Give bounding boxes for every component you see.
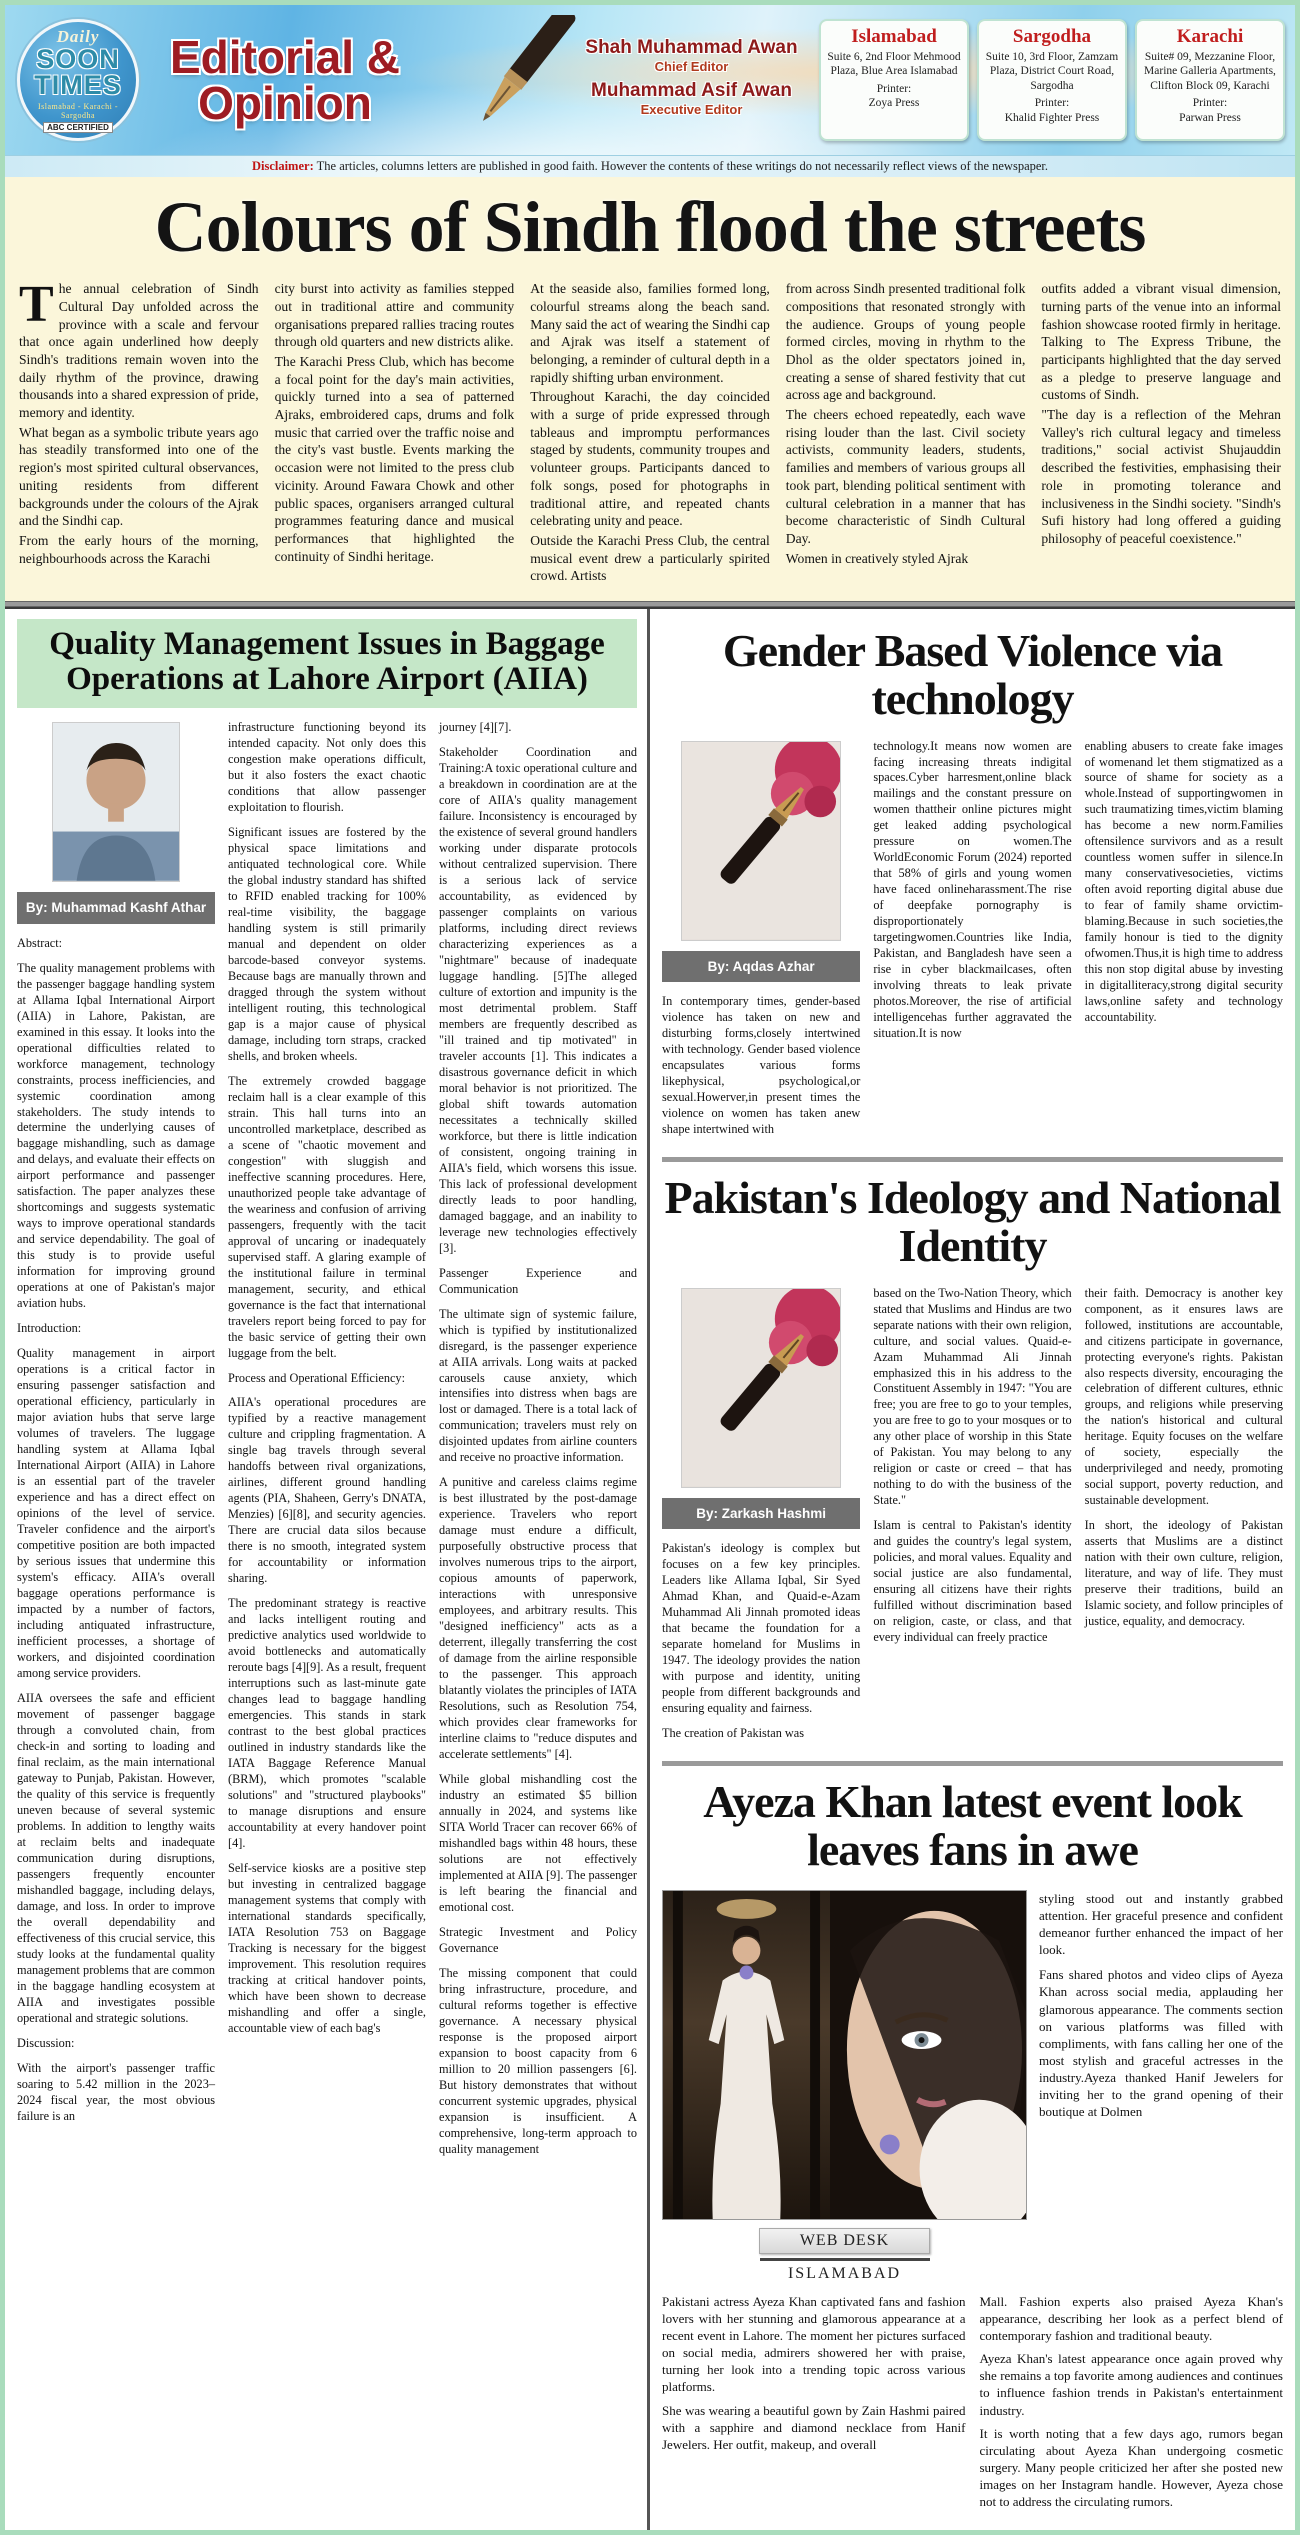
paragraph: A punitive and careless claims regime is best illustrated by the post-damage experience. Travelers who report damage must endure a difficult, purposefully obstructive process that involves numerous trips to the airport, copious amounts of paperwork, interactions with unresponsive employees, and arbitrary results. This "designed inefficiency" acts as a deterrent, illegally transferring the cost of damage from the airline responsible to the passenger. This approach blatantly violates the principles of IATA Resolutions, such as Resolution 754, which provides clear frameworks for interline claims to "reduce disputes and accelerate settlements" [4]. — [439, 1475, 637, 1762]
logo-daily-text: Daily — [56, 27, 100, 47]
paragraph: Abstract: — [17, 935, 63, 950]
gbv-article — [662, 624, 1283, 1147]
ideology-title: Pakistan's Ideology and National Identity — [664, 1171, 1281, 1271]
disclaimer-label: Disclaimer: — [251, 159, 314, 173]
paragraph: Passenger Experience and Communication — [439, 1265, 637, 1296]
paragraph: Throughout Karachi, the day coincided with a surge of pride expressed through tableaus and impromptu performances staged by students, community troupes and volunteer groups. Participants danced to folk songs, posed for photographs in traditional attire, and repeated chants celebrating unity and peace. — [530, 389, 770, 529]
office-boxes — [819, 19, 1285, 141]
baggage-col-3 — [439, 720, 637, 2167]
masthead — [5, 5, 1295, 155]
fountain-pen-illustration — [425, 15, 564, 145]
gbv-title: Gender Based Violence via technology — [722, 624, 1223, 724]
ayeza-event-photo — [662, 1890, 1027, 2220]
white-gown-figure — [663, 1891, 830, 2219]
gbv-columns — [662, 739, 1283, 1147]
paragraph: The predominant strategy is reactive and lacks intelligent routing and predictive analytics used worldwide to avoid bottlenecks and automatically reroute bags [4][9]. As a result, frequent interruptions such as last-minute gate changes lead to baggage handling emergencies. This stands in stark contrast to the best global practices outlined in industry standards like the IATA Baggage Reference Manual (BRM), which promotes "scalable solutions" and "structured playbooks" to manage disruptions and ensure accountability at every handover point [4]. — [228, 1596, 426, 1851]
baggage-byline: By: Muhammad Kashf Athar — [17, 892, 215, 924]
paragraph: Quality management in airport operations is a critical factor in ensuring passenger satisfaction and operational efficiency, particularly in major aviation hubs that serve large volumes of travelers. The luggage handling system at Allama Iqbal International Airport (AIIA) in Lahore is an essential part of the traveler experience and has a direct effect on opinions of the level of service. Traveler confidence and the airport's competitive position are both impacted by serious issues that undermine this system's efficacy. AIIA's overall baggage operations performance is impacted by a number of factors, including antiquated infrastructure, inefficient processes, a shortage of workers, and disjointed coordination among service providers. — [17, 1346, 215, 1680]
paragraph: Women in creatively styled Ajrak — [785, 550, 969, 566]
office-box-karachi — [1135, 19, 1285, 141]
gbv-col1-text — [662, 994, 860, 1138]
office-address: Suite# 09, Mezzanine Floor, Marine Galleria Apartments, Clifton Block 09, Karachi — [1144, 51, 1276, 92]
right-articles — [650, 609, 1295, 2531]
paragraph: "The day is a reflection of the Mehran Valley's rich cultural legacy and timeless traditions," social activist Shujauddin described the festivities, emphasising their role in promoting tolerance and inclusiveness in the Sindhi society. "Sindh's Sufi history had long offered a guiding philosophy of peaceful coexistence." — [1041, 407, 1281, 546]
office-box-islamabad — [819, 19, 969, 141]
paragraph: Ayeza Khan's latest appearance once again proved why she remains a top favorite among audiences and continues to influence fashion trends in Pakistan's entertainment industry. — [979, 2351, 1283, 2418]
gbv-byline: By: Aqdas Azhar — [662, 951, 860, 983]
chief-editor-role: Chief Editor — [654, 59, 729, 74]
ideology-col-2 — [873, 1286, 1071, 1751]
pen-flower-photo — [681, 1288, 841, 1488]
paragraph: The creation of Pakistan was — [662, 1725, 805, 1740]
baggage-article — [5, 609, 650, 2531]
paragraph: Introduction: — [17, 1321, 82, 1336]
gbv-col-2 — [873, 739, 1071, 1147]
printer-name: Parwan Press — [1179, 111, 1241, 124]
ideology-col-3 — [1085, 1286, 1283, 1751]
office-city: Karachi — [1176, 26, 1244, 47]
executive-editor-name: Muhammad Asif Awan — [591, 80, 792, 101]
paragraph: While global mishandling cost the industry an estimated $5 billion annually in 2024, and systems like SITA World Tracer can recover 66% of mishandled bags within 48 hours, these solutions are not effectively implemented at AIIA [9]. The passenger is left bearing the financial and emotional cost. — [439, 1772, 637, 1914]
paragraph: Strategic Investment and Policy Governance — [439, 1924, 637, 1955]
article-divider — [662, 1761, 1283, 1766]
office-city: Islamabad — [851, 26, 937, 47]
webdesk-block — [662, 2228, 1027, 2283]
paragraph: It is worth noting that a few days ago, rumors began circulating about Ayeza Khan undergoing cosmetic surgery. Many people criticized her after she posted new images on her Instagram handle. However, Ayeza chose not to address the circulating rumors. — [979, 2425, 1283, 2510]
lead-column-4 — [786, 280, 1026, 586]
ayeza-closeup-photo — [830, 1891, 1026, 2219]
paragraph: city burst into activity as families stepped out in traditional attire and community organisations prepared rallies tracing routes through old quarters and new districts alike. — [274, 281, 515, 350]
logo-soon-text: SOON — [36, 44, 120, 75]
paragraph: infrastructure functioning beyond its intended capacity. Not only does this congestion make operations difficult, but it also fosters the exact chaotic conditions that allow passenger exploitation to flourish. — [228, 720, 426, 815]
paragraph: From the early hours of the morning, neighbourhoods across the Karachi — [19, 532, 259, 566]
gbv-col-3 — [1085, 739, 1283, 1147]
paragraph: Islam is central to Pakistan's identity and guides the country's legal system, policies, and moral values. Equality and social justice are also fundamental, ensuring all citizens have their rights fulfilled without discrimination based on religion, caste, or class, and that every individual can freely practice — [873, 1518, 1072, 1645]
pen-flower-photo — [681, 741, 841, 941]
printer-name: Khalid Fighter Press — [1004, 111, 1100, 124]
paragraph: Process and Operational Efficiency: — [228, 1370, 405, 1385]
closeup-face — [830, 1891, 1026, 2219]
editors-block — [574, 37, 809, 123]
paragraph: At the seaside also, families formed long, colourful streams along the beach sand. Many said the act of wearing the Sindhi cap and Ajrak was itself a statement of belonging, a reminder of cultural depth in a rapidly shifting urban environment. — [530, 281, 770, 385]
paragraph: The missing component that could bring infrastructure, procedure, and cultural reforms together is effective governance. A necessary physical response is the proposed airport expansion to boost capacity from 6 million to 20 million passengers [6]. But history demonstrates that without concurrent systemic upgrades, physical expansion is insufficient. A comprehensive, long-term approach to quality management — [439, 1965, 637, 2156]
section-title-line2: Opinion — [198, 77, 372, 129]
paragraph: enabling abusers to create fake images of womenand let them stigmatized as a source of shame for society as a whole.Instead of supportingwomen in such traumatizing times,victim blaming has become a new norm.Families oftensilence survivors and as a result countless women suffer in silence.In many conservativesocieties, victims often avoid reporting digital abuse due to fear of family shame orvictim-blaming.Because in such societies,the family honour is tied to the dignity ofwomen.Thus,it is high time to address this non stop digital abuse by investing in digitalliteracy,strong digital security laws,online safety and technology accountability. — [1084, 738, 1283, 1025]
web-desk-badge: WEB DESK — [759, 2228, 930, 2254]
section-title-line1: Editorial & — [169, 31, 401, 83]
lead-column-1 — [19, 276, 259, 586]
lead-column-3 — [530, 280, 770, 586]
ideology-columns — [662, 1286, 1283, 1751]
webdesk-city: ISLAMABAD — [787, 2264, 902, 2282]
paragraph: The Karachi Press Club, which has become a focal point for the day's main activities, quickly turned into a sea of patterned Ajraks, embroidered caps, drums and folk music that carried over the traffic noise and the city's vast bustle. Events marking the occasion were not limited to the press club vicinity. Around Fawara Chowk and other public spaces, organisers arranged cultural programmes featuring dance and musical performances that highlighted the continuity of Sindhi heritage. — [274, 354, 515, 564]
baggage-col-1 — [17, 720, 215, 2167]
paragraph: In contemporary times, gender-based violence has taken on new and disturbing forms,closely intertwined with technology. Gender based violence encapsulates various forms likephysical, psychological,or sexual.Howerver,in present times the violence on women has taken anew shape intertwined with — [662, 994, 861, 1136]
paragraph: styling stood out and instantly grabbed attention. Her graceful presence and confident demeanor further enhanced the impact of her look. — [1039, 1890, 1283, 1958]
paragraph: based on the Two-Nation Theory, which stated that Muslims and Hindus are two separate nations with their own religion, culture, and social values. Quaid-e-Azam Muhammad Ali Jinnah emphasized this in his address to the Constituent Assembly in 1947: "You are free; you are free to go to your temples, you are free to go to your mosques or to any other place of worship in this State of Pakistan. You may belong to any religion or caste or creed – that has nothing to do with the business of the State." — [873, 1285, 1072, 1508]
baggage-article-title: Quality Management Issues in Baggage Operations at Lahore Airport (AIIA) — [17, 619, 637, 708]
ayeza-top-row — [662, 1890, 1283, 2283]
lead-article — [5, 177, 1295, 601]
pen-icon — [435, 15, 605, 145]
lead-headline: Colours of Sindh flood the streets — [154, 187, 1146, 267]
printer-name: Zoya Press — [868, 97, 920, 110]
paragraph: Significant issues are fostered by the physical space limitations and antiquated technological core. While the global industry standard has shifted to RFID enabled tracking for 100% real-time visibility, the baggage handling system is still primarily manual and dependent on older barcode-based conveyor systems. Because bags are manually thrown and dragged through the system without intelligent routing, this technological gap is a major cause of physical damage, including torn straps, cracked shells, and broken wheels. — [228, 825, 426, 1063]
article-divider — [662, 1157, 1283, 1162]
logo-globe-icon — [17, 19, 139, 141]
printer-label: Printer: — [876, 82, 912, 95]
paragraph: The cheers echoed repeatedly, each wave rising louder than the last. Civil society activists, community leaders, students, families and members of various groups all took part, blending political sentiment with cultural celebration in a manner that has become characteristic of Sindh Cultural Day. — [785, 407, 1026, 546]
lead-columns — [19, 276, 1281, 586]
ayeza-bottom-row — [662, 2293, 1283, 2517]
logo-times-text: TIMES — [34, 70, 122, 100]
section-title — [155, 31, 415, 129]
executive-editor-role: Executive Editor — [640, 102, 743, 117]
lead-column-2 — [275, 280, 515, 586]
paragraph: outfits added a vibrant visual dimension, turning parts of the venue into an informal fashion showcase rooted firmly in heritage. Talking to The Express Tribune, the participants highlighted that the day served as a pledge to preserve language and customs of Sindh. — [1041, 281, 1281, 403]
paragraph: The quality management problems with the passenger baggage handling system at Allama Iqbal International Airport (AIIA) in Lahore, Pakistan, are examined in this essay. It looks into the operational difficulties related to workforce management, technology constraints, process inefficiencies, and systemic coordination among stakeholders. The study intends to determine the underlying causes of baggage mishandling, such as damage and delays, and evaluate their effects on airport performance and passenger satisfaction. The paper analyzes these shortcomings and suggests systematic ways to improve operational standards and service dependability. The goal of this study is to provide useful information for improving ground operations at one of Pakistan's major aviation hubs. — [17, 960, 215, 1311]
author-photo — [52, 722, 180, 882]
ayeza-fullbody-photo — [663, 1891, 830, 2219]
paragraph: Stakeholder Coordination and Training:A toxic operational culture and a breakdown in coordination are at the core of AIIA's quality management failure. Inconsistency is encouraged by the existence of several ground handlers working under disparate protocols without centralized supervision. There is a serious lack of service accountability, as evidenced by passenger complaints on various platforms, including direct reviews characterizing experiences as a "nightmare" because of inadequate luggage handling. [5]The alleged culture of extortion and impunity is the most detrimental problem. Staff members are frequently described as "ill trained and tip motivated" in traveler accounts [1]. This indicates a disastrous governance deficit in which moral behavior is not prioritized. The global shift towards automation necessitates a technically skilled workforce, but there is little indication of consistent, ongoing training in AIIA's field, which worsens this issue. This lack of professional development directly leads to poor handling, damaged baggage, and an inability to leverage new technologies effectively [3]. — [439, 745, 637, 1255]
ideology-col1-text — [662, 1541, 860, 1742]
printer-label: Printer: — [1192, 97, 1228, 110]
disclaimer-text: The articles, columns letters are published in good faith. However the contents of these writings do not necessarily reflect views of the newspaper. — [316, 159, 1049, 173]
office-box-sargodha — [977, 19, 1127, 141]
paragraph: Outside the Karachi Press Club, the central musical event drew a particularly spirited crowd. Artists — [530, 532, 770, 584]
chief-editor-name: Shah Muhammad Awan — [585, 37, 798, 58]
ayeza-side-column — [1039, 1890, 1283, 2283]
paragraph: In short, the ideology of Pakistan asserts that Muslims are a distinct nation with their own culture, religion, literature, and way of life. They must preserve their traditions, build an Islamic society, and follow principles of justice, equality, and democracy. — [1084, 1518, 1283, 1629]
ayeza-bottom-right — [980, 2293, 1284, 2517]
office-address: Suite 6, 2nd Floor Mehmood Plaza, Blue Area Islamabad — [827, 51, 961, 78]
paragraph: What began as a symbolic tribute years ago has steadily transformed into one of the region's most spirited cultural observances, uniting residents from different backgrounds under the colours of the Ajrak and the Sindhi cap. — [19, 424, 259, 529]
paragraph: Fans shared photos and video clips of Ayeza Khan across social media, applauding her glamorous appearance. The comments section on various platforms was filled with compliments, with fans calling her one of the most stylish and graceful actresses in the industry.Ayeza thanked Hanif Jewelers for inviting her to the grand opening of their boutique at Dolmen — [1039, 1967, 1283, 2120]
baggage-col1-text — [17, 936, 215, 2125]
ideology-article — [662, 1171, 1283, 1751]
ayeza-photo-block — [662, 1890, 1027, 2283]
office-city: Sargodha — [1012, 26, 1092, 47]
paragraph: Pakistani actress Ayeza Khan captivated fans and fashion lovers with her stunning and glamorous appearance at a recent event in Lahore. The moment her pictures surfaced on social media, admirers showered her with praise, turning her look into a trending topic across various platforms. — [662, 2293, 966, 2395]
newspaper-logo — [17, 19, 145, 141]
paragraph: from across Sindh presented traditional folk compositions that resonated strongly with the audience. Groups of young people formed circles, moving in rhythm to the Dhol as the older spectators joined in, creating a sense of shared festivity that cut across age and background. — [785, 281, 1026, 403]
paragraph: journey [4][7]. — [439, 720, 512, 735]
baggage-article-columns — [17, 720, 637, 2167]
baggage-col-2 — [228, 720, 426, 2167]
paragraph: Self-service kiosks are a positive step but investing in centralized baggage management systems that comply with international standards specifically, IATA Resolution 753 on Baggage Tracking is necessary for the biggest improvement. This resolution requires tracking at critical handover points, which have been shown to decrease mishandling and offer a single, accountable view of each bag's — [228, 1861, 426, 2035]
paragraph: The ultimate sign of systemic failure, which is typified by institutionalized disregard, is the passenger experience at AIIA arrivals. Long waits at packed carousels cause anxiety, which intensifies into distress when bags are lost or damaged. There is a total lack of communication; travelers must rely on disjointed updates from airline counters and receive no proactive information. — [439, 1306, 637, 1465]
ayeza-title: Ayeza Khan latest event look leaves fans in awe — [703, 1775, 1242, 1875]
webdesk-rule — [760, 2258, 930, 2261]
paragraph: Discussion: — [17, 2035, 75, 2050]
ideology-col-1 — [662, 1286, 860, 1751]
paragraph: Mall. Fashion experts also praised Ayeza Khan's appearance, describing her look as a perfect blend of contemporary fashion and traditional beauty. — [979, 2293, 1283, 2343]
disclaimer-bar — [5, 155, 1295, 177]
paragraph: AIIA oversees the safe and efficient movement of passenger baggage through a convoluted chain, from check-in and sorting to loading and final reclaim, as the main international gateway to Punjab, Pakistan. However, the quality of this service is frequently uneven because of several systemic problems. In addition to lengthy waits at reclaim belts and inadequate communication during disruptions, passengers frequently encounter mishandled baggage, including delays, damage, and loss. In order to improve the overall dependability and effectiveness of this crucial service, this study looks at the fundamental quality management problems that are common in the baggage handling ecosystem at AIIA and investigates possible operational and strategic solutions. — [17, 1690, 215, 2025]
paragraph: She was wearing a beautiful gown by Zain Hashmi paired with a sapphire and diamond necklace from Hanif Jewelers. Her outfit, makeup, and overall — [662, 2402, 966, 2452]
ayeza-bottom-left — [662, 2293, 966, 2517]
bottom-section — [5, 607, 1295, 2531]
lead-column-5 — [1041, 280, 1281, 586]
paragraph: Pakistan's ideology is complex but focuses on a few key principles. Leaders like Allama Iqbal, Sir Syed Ahmad Khan, and Quaid-e-Azam Muhammad Ali Jinnah promoted ideas that became the foundation for a separate homeland for Muslims in 1947. The ideology provides the nation with purpose and identity, uniting people from different backgrounds and ensuring equality and fairness. — [662, 1541, 861, 1715]
ideology-byline: By: Zarkash Hashmi — [662, 1498, 860, 1530]
logo-cities-text: Islamabad - Karachi - Sargodha — [37, 101, 119, 120]
printer-label: Printer: — [1034, 97, 1070, 110]
paragraph: With the airport's passenger traffic soaring to 5.42 million in the 2023–2024 fiscal year, the most obvious failure is an — [17, 2060, 215, 2123]
gbv-col-1 — [662, 739, 860, 1147]
abc-certified-badge: ABC CERTIFIED — [43, 122, 113, 133]
paragraph: their faith. Democracy is another key component, as it ensures laws are followed, institutions are accountable, and citizens participate in governance, protecting everyone's rights. Pakistan also respects diversity, encouraging the celebration of different cultures, ethnic groups, and religions while preserving the nation's historical and cultural heritage. Equity focuses on the welfare of society, especially the underprivileged and needy, promoting social support, poverty reduction, and sustainable development. — [1084, 1285, 1283, 1508]
ayeza-article — [662, 1775, 1283, 2517]
paragraph: AIIA's operational procedures are typified by a reactive management culture and crippling fragmentation. A single bag travels through several handoffs between rival organizations, airlines, different ground handling agents (PIA, Shaheen, Gerry's DNATA, Menzies) [6][8], and security agencies. There are crucial data silos because there is no smooth, integrated system for accountability or information sharing. — [228, 1395, 426, 1586]
office-address: Suite 10, 3rd Floor, Zamzam Plaza, District Court Road, Sargodha — [985, 51, 1119, 92]
paragraph: The extremely crowded baggage reclaim hall is a clear example of this strain. This hall turns into an uncontrolled marketplace, described as a scene of "chaotic movement and congestion" with sluggish and ineffective scanning procedures. Here, unauthorized people take advantage of the weariness and confusion of arriving passengers, frequently with the tacit approval of uncaring or inadequately supervised staff. A glaring example of the institutional failure in terminal management, security, and ethical governance is the fact that international travelers report being forced to pay for the basic service of getting their own luggage from the belt. — [228, 1073, 426, 1360]
paragraph: technology.It means now women are facing increasing threats indigital spaces.Cyber harresment,online black mailings and the constant pressure on women thattheir online pictures might get leaked adding psychological pressure on women.The WorldEconomic Forum (2024) reported that 58% of girls and young women have faced onlineharassment.The rise of deepfake pornography is disproportionately targetingwomen.Countries like India, Pakistan, and Bangladesh have seen a rise in cyber blackmailcases, often involving threats to leak private photos.Moreover, the rise of artificial intelligencehas further aggravated the situation.It is now — [873, 738, 1072, 1041]
paragraph: The annual celebration of Sindh Cultural Day unfolded across the province with a scale and fervour that once again underlined how deeply Sindh's traditions remain woven into the daily rhythm of the province, drawing thousands into a shared expression of pride, memory and identity. — [19, 276, 259, 421]
